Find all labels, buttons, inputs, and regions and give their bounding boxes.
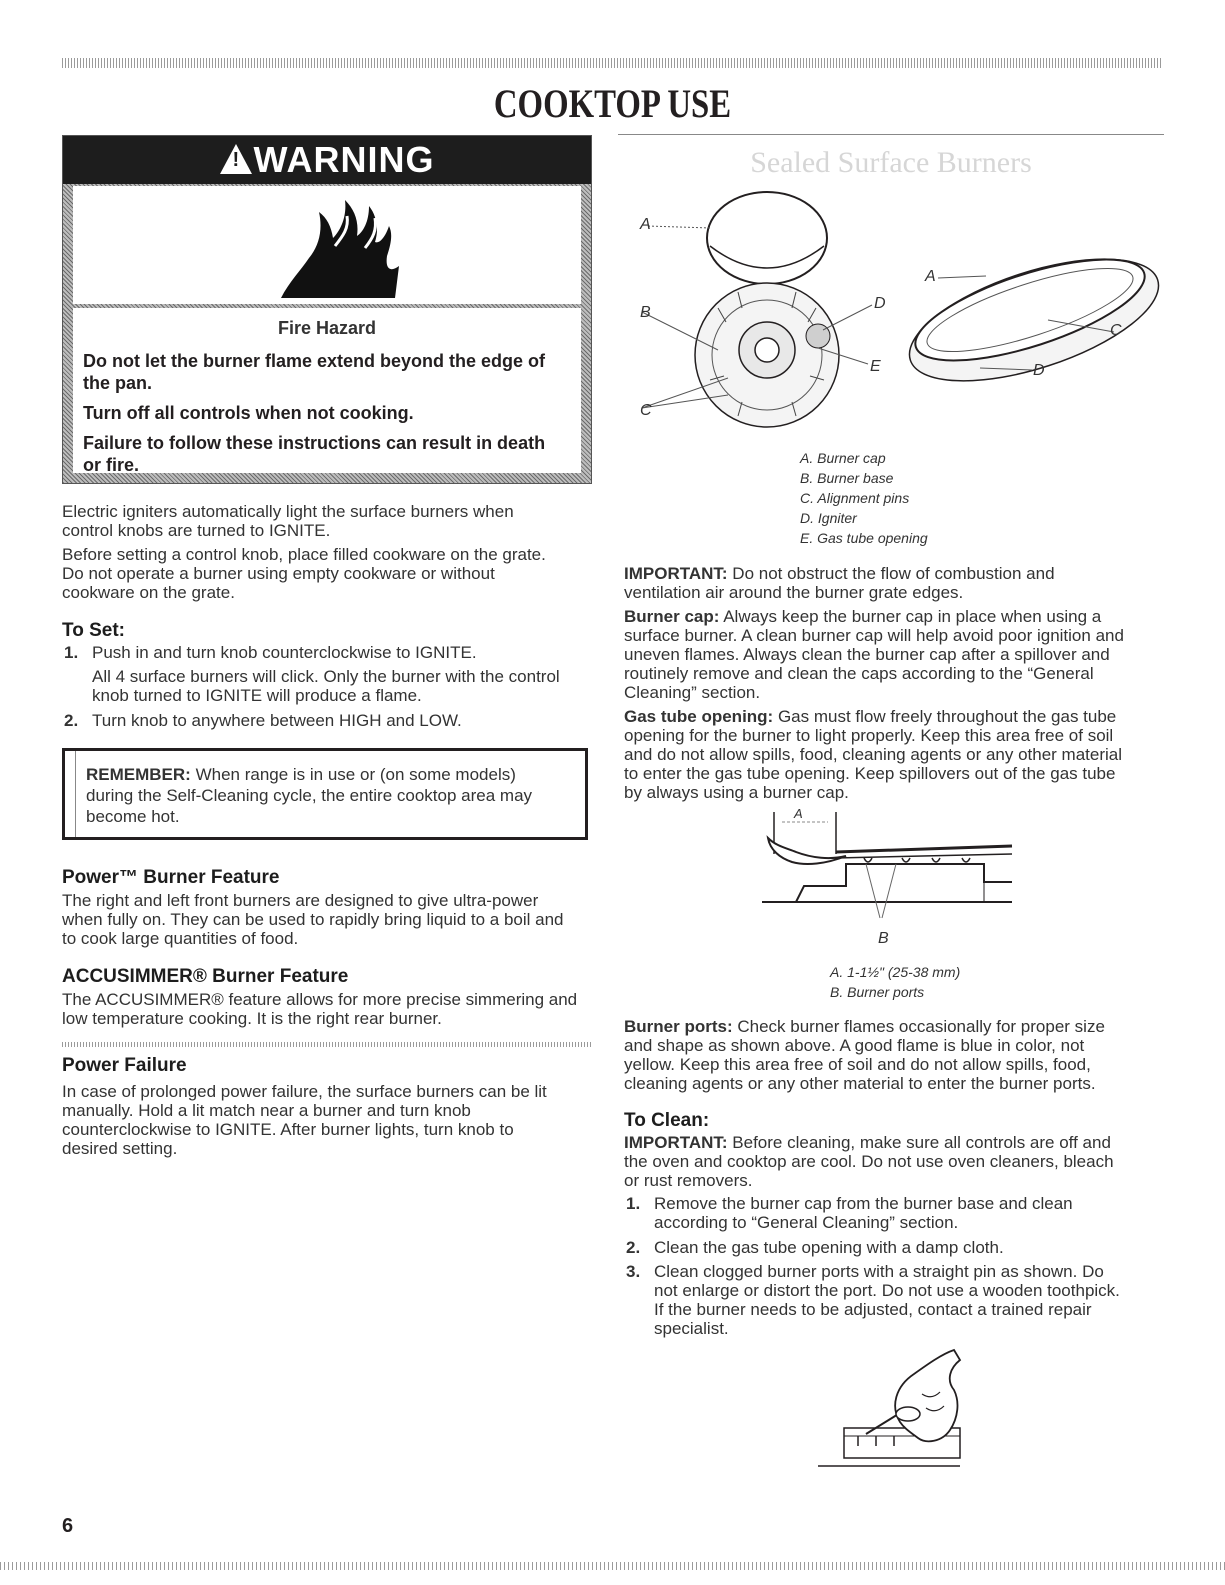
warning-box	[62, 135, 592, 484]
page-title: COOKTOP USE	[493, 81, 732, 126]
caption-line: A. Burner cap	[800, 450, 886, 466]
flame-label-b: B	[878, 930, 889, 947]
step-number: 2.	[64, 711, 79, 730]
power-failure-text: desired setting.	[62, 1139, 178, 1158]
remember-line: become hot.	[86, 807, 180, 826]
step-text: Push in and turn knob counterclockwise to IGNITE.	[92, 643, 477, 662]
clean-step-text: Clean clogged burner ports with a straight pin as shown. Do	[654, 1262, 1104, 1281]
burner-cap-text: Always keep the burner cap in place when using a	[719, 607, 1102, 626]
important-line: ventilation air around the burner grate edges.	[624, 583, 964, 602]
burner-ports-line	[624, 1017, 1105, 1037]
clean-step-text: Remove the burner cap from the burner base and clean	[654, 1194, 1073, 1213]
right-column-rule	[618, 134, 1164, 135]
warning-heading	[63, 136, 591, 184]
clean-important-line	[624, 1133, 1111, 1153]
fire-icon	[73, 186, 581, 304]
diagram-label-c-oval: C	[1110, 322, 1122, 339]
caption-line: E. Gas tube opening	[800, 530, 928, 546]
caption-line: B. Burner base	[800, 470, 894, 486]
burner-cap-line	[624, 607, 1101, 627]
sealed-burner-diagram	[618, 180, 1164, 450]
power-failure-text: In case of prolonged power failure, the surface burners can be lit	[62, 1082, 547, 1101]
accusimmer-heading: ACCUSIMMER® Burner Feature	[62, 966, 349, 987]
burner-ports-line: and shape as shown above. A good flame is blue in color, not	[624, 1036, 1085, 1055]
burner-cap-label: Burner cap:	[624, 607, 720, 626]
gas-tube-text: Gas must flow freely throughout the gas tube	[773, 707, 1117, 726]
pin-cleaning-illustration	[810, 1346, 970, 1474]
intro-line: Do not operate a burner using empty cookware or without	[62, 564, 495, 583]
burner-ports-line: yellow. Keep this area free of soil and do not allow spills, food,	[624, 1055, 1091, 1074]
to-clean-heading: To Clean:	[624, 1110, 710, 1131]
important-line	[624, 564, 1055, 584]
warning-line-1a: Do not let the burner flame extend beyond the edge of	[83, 351, 546, 371]
clean-step-number: 1.	[626, 1194, 641, 1213]
diagram-label-e: E	[870, 358, 881, 375]
section-title: Sealed Surface Burners	[750, 146, 1032, 179]
intro-line: Electric igniters automatically light the surface burners when	[62, 502, 514, 521]
warning-body	[73, 308, 581, 473]
important-text: Do not obstruct the flow of combustion and	[727, 564, 1055, 583]
flame-caption: A. 1-1½" (25-38 mm)	[830, 964, 961, 980]
accusimmer-text: The ACCUSIMMER® feature allows for more precise simmering and	[62, 990, 578, 1009]
fire-hazard-pictogram	[73, 186, 581, 304]
burner-cap-line: uneven flames. Always clean the burner cap after a spillover and	[624, 645, 1110, 664]
burner-cap-line: surface burner. A clean burner cap will help avoid poor ignition and	[624, 626, 1124, 645]
remember-line: during the Self-Cleaning cycle, the entire cooktop area may	[86, 786, 533, 805]
hazard-title: Fire Hazard	[277, 318, 377, 338]
gas-tube-label: Gas tube opening:	[624, 707, 774, 726]
important-label: IMPORTANT:	[624, 564, 728, 583]
burner-ports-label: Burner ports:	[624, 1017, 733, 1036]
clean-important-line: the oven and cooktop are cool. Do not use oven cleaners, bleach	[624, 1152, 1114, 1171]
diagram-label-d-oval: D	[1033, 362, 1045, 379]
burner-cap-line: routinely remove and clean the caps according to the “General	[624, 664, 1094, 683]
clean-step-number: 3.	[626, 1262, 641, 1281]
power-failure-heading: Power Failure	[62, 1055, 187, 1076]
diagram-label-c: C	[640, 402, 652, 419]
clean-step-text: Clean the gas tube opening with a damp cloth.	[654, 1238, 1004, 1257]
power-text: The right and left front burners are designed to give ultra-power	[62, 891, 539, 910]
burner-cap-line: Cleaning” section.	[624, 683, 761, 702]
power-failure-text: counterclockwise to IGNITE. After burner lights, turn knob to	[62, 1120, 514, 1139]
clean-important-line: or rust removers.	[624, 1171, 753, 1190]
warning-line-2: Turn off all controls when not cooking.	[83, 403, 414, 423]
diagram-label-d: D	[874, 295, 886, 312]
remember-line	[86, 765, 586, 785]
burner-ports-text: Check burner flames occasionally for proper size	[732, 1017, 1105, 1036]
clean-important-text: Before cleaning, make sure all controls are off and	[727, 1133, 1111, 1152]
power-failure-text: manually. Hold a lit match near a burner and turn knob	[62, 1101, 471, 1120]
gas-tube-line: opening for the burner to light properly. Keep this area free of soil	[624, 726, 1114, 745]
power-burner-heading: Power™ Burner Feature	[62, 867, 280, 888]
remember-inner	[75, 751, 582, 837]
accusimmer-text: low temperature cooking. It is the right rear burner.	[62, 1009, 442, 1028]
step-note: All 4 surface burners will click. Only the burner with the control	[92, 667, 560, 686]
power-text: to cook large quantities of food.	[62, 929, 299, 948]
clean-step-text: according to “General Cleaning” section.	[654, 1213, 959, 1232]
clean-important-label: IMPORTANT:	[624, 1133, 728, 1152]
warning-line-1b: the pan.	[83, 373, 153, 393]
section-divider	[62, 1042, 592, 1047]
gas-tube-line: and do not allow spills, food, cleaning agents or any other material	[624, 745, 1123, 764]
diagram-label-a-oval: A	[925, 268, 936, 285]
clean-step-number: 2.	[626, 1238, 641, 1257]
warning-line-3b: or fire.	[83, 455, 140, 475]
gas-tube-line: to enter the gas tube opening. Keep spillovers out of the gas tube	[624, 764, 1116, 783]
diagram-label-b: B	[640, 304, 651, 321]
warning-triangle-icon	[220, 144, 252, 174]
remember-text: When range is in use or (on some models)	[190, 765, 516, 784]
step-number: 1.	[64, 643, 79, 662]
gas-tube-line	[624, 707, 1116, 727]
to-set-heading: To Set:	[62, 620, 125, 641]
warning-heading-text: WARNING	[253, 139, 435, 180]
diagram-label-a: A	[640, 216, 651, 233]
remember-box	[62, 748, 588, 840]
burner-ports-line: cleaning agents or any other material to enter the burner ports.	[624, 1074, 1096, 1093]
caption-line: C. Alignment pins	[800, 490, 910, 506]
burner-flame-diagram	[756, 808, 1026, 928]
gas-tube-line: by always using a burner cap.	[624, 783, 849, 802]
intro-line: Before setting a control knob, place filled cookware on the grate.	[62, 545, 546, 564]
page-number: 6	[62, 1515, 74, 1537]
caption-line: D. Igniter	[800, 510, 857, 526]
remember-label: REMEMBER:	[86, 765, 191, 784]
intro-line: control knobs are turned to IGNITE.	[62, 521, 331, 540]
flame-label-a: A	[794, 806, 803, 821]
step-note: knob turned to IGNITE will produce a flame.	[92, 686, 422, 705]
bottom-dotted-rule	[0, 1562, 1225, 1570]
warning-line-3a: Failure to follow these instructions can result in death	[83, 433, 546, 453]
clean-step-text: specialist.	[654, 1319, 729, 1338]
intro-line: cookware on the grate.	[62, 583, 235, 602]
power-text: when fully on. They can be used to rapidly bring liquid to a boil and	[62, 910, 564, 929]
clean-step-text: not enlarge or distort the port. Do not use a wooden toothpick.	[654, 1281, 1120, 1300]
clean-step-text: If the burner needs to be adjusted, contact a trained repair	[654, 1300, 1092, 1319]
step-text: Turn knob to anywhere between HIGH and LOW.	[92, 711, 462, 730]
top-dotted-rule	[62, 58, 1162, 68]
flame-caption: B. Burner ports	[830, 984, 925, 1000]
